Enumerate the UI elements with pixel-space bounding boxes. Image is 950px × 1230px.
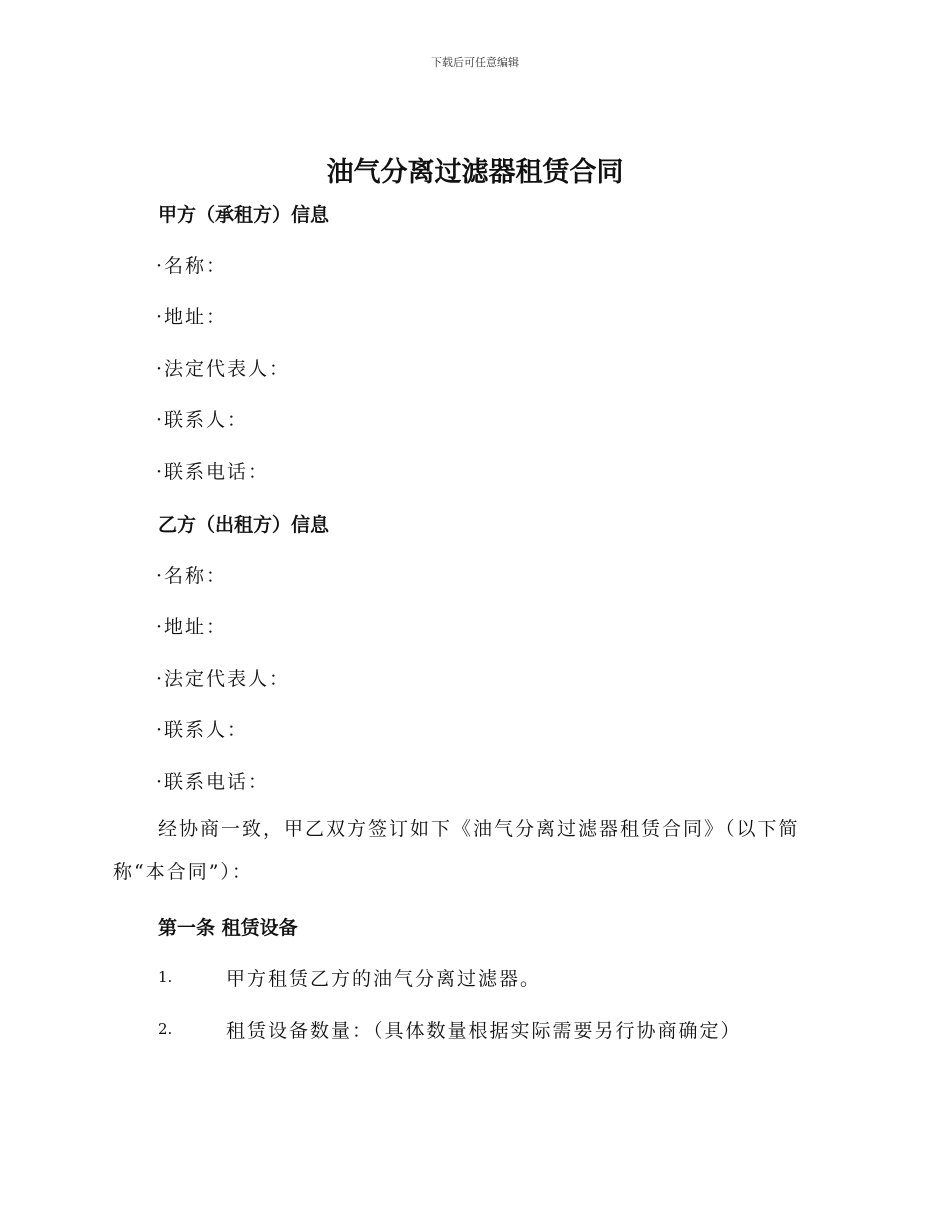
article-1-item-2-text: 租赁设备数量：（具体数量根据实际需要另行协商确定） xyxy=(226,1020,742,1042)
party-a-name-field: ·名称： xyxy=(156,255,228,277)
intro-line-2: 称“本合同”）： xyxy=(113,861,253,883)
party-b-name-field: ·名称： xyxy=(156,565,228,587)
article-1-heading: 第一条 租赁设备 xyxy=(158,917,298,939)
party-b-address-field: ·地址： xyxy=(156,616,228,638)
party-a-heading: 甲方（承租方）信息 xyxy=(158,204,330,226)
article-1-item-1-number: 1. xyxy=(158,968,173,986)
party-b-phone-field: ·联系电话： xyxy=(156,771,270,793)
article-1-item-1-text: 甲方租赁乙方的油气分离过滤器。 xyxy=(226,968,542,990)
party-b-contact-field: ·联系人： xyxy=(156,719,249,741)
party-a-contact-field: ·联系人： xyxy=(156,409,249,431)
party-a-legal-rep-field: ·法定代表人： xyxy=(156,358,291,380)
document-title: 油气分离过滤器租赁合同 xyxy=(326,157,624,188)
party-a-address-field: ·地址： xyxy=(156,306,228,328)
party-a-phone-field: ·联系电话： xyxy=(156,461,270,483)
party-b-heading: 乙方（出租方）信息 xyxy=(158,514,330,536)
header-note: 下载后可任意编辑 xyxy=(431,56,519,69)
intro-line-1: 经协商一致，甲乙双方签订如下《油气分离过滤器租赁合同》（以下简 xyxy=(158,818,800,840)
article-1-item-2-number: 2. xyxy=(158,1020,173,1038)
party-b-legal-rep-field: ·法定代表人： xyxy=(156,668,291,690)
